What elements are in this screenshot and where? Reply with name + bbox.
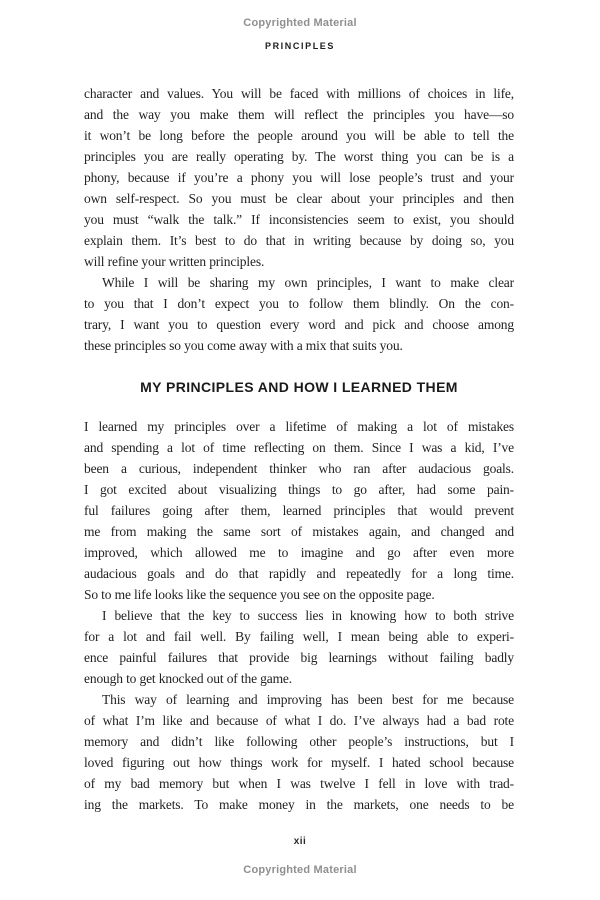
copyright-notice-bottom: Copyrighted Material (243, 864, 357, 876)
text-line: I learned my principles over a lifetime of making a lot of mistakes (84, 419, 514, 434)
paragraph (84, 416, 514, 605)
text-line: you must “walk the talk.” If inconsistencies seem to exist, you should (84, 212, 514, 227)
text-line: trary, I want you to question every word and pick and choose among (84, 317, 514, 332)
text-line: explain them. It’s best to do that in writing because by doing so, you (84, 233, 514, 248)
running-head: PRINCIPLES (264, 41, 335, 51)
text-line: enough to get knocked out of the game. (84, 671, 292, 686)
text-line: memory and didn’t like following other people’s instructions, but I (84, 734, 514, 749)
text-line: This way of learning and improving has been best for me because (102, 692, 514, 707)
text-line: improved, which allowed me to imagine and go after even more (84, 545, 514, 560)
paragraph (84, 83, 514, 272)
text-line: and spending a lot of time reflecting on them. Since I was a kid, I’ve (84, 440, 514, 455)
paragraph (84, 272, 514, 356)
copyright-notice-top: Copyrighted Material (243, 17, 357, 29)
paragraph (84, 605, 514, 689)
text-line: of what I’m like and because of what I do. I’ve always had a bad rote (84, 713, 514, 728)
text-line: of my bad memory but when I was twelve I fell in love with trad- (84, 776, 514, 791)
page-number: xii (293, 836, 307, 847)
text-line: these principles so you come away with a mix that suits you. (84, 338, 403, 353)
text-line: phony, because if you’re a phony you will lose people’s trust and your (84, 170, 514, 185)
page-body (84, 83, 514, 815)
text-line: I believe that the key to success lies in knowing how to both strive (102, 608, 514, 623)
text-line: I got excited about visualizing things to go after, had some pain- (84, 482, 514, 497)
text-line: principles you are really operating by. The worst thing you can be is a (84, 149, 514, 164)
text-line: ful failures going after them, learned principles that would prevent (84, 503, 514, 518)
text-line: own self-respect. So you must be clear about your principles and then (84, 191, 514, 206)
text-line: it won’t be long before the people around you will be able to tell the (84, 128, 514, 143)
text-line: character and values. You will be faced with millions of choices in life, (84, 86, 514, 101)
text-line: ence painful failures that provide big learnings without failing badly (84, 650, 514, 665)
text-line: been a curious, independent thinker who ran after audacious goals. (84, 461, 514, 476)
text-line: me from making the same sort of mistakes again, and changed and (84, 524, 514, 539)
text-line: and the way you make them will reflect the principles you have—so (84, 107, 514, 122)
text-line: for a lot and fail well. By failing well, I mean being able to experi- (84, 629, 514, 644)
text-line: While I will be sharing my own principles, I want to make clear (102, 275, 514, 290)
section-heading: MY PRINCIPLES AND HOW I LEARNED THEM (140, 379, 458, 395)
text-line: ing the markets. To make money in the markets, one needs to be (84, 797, 514, 812)
text-line: So to me life looks like the sequence you see on the opposite page. (84, 587, 435, 602)
text-line: audacious goals and do that rapidly and repeatedly for a long time. (84, 566, 514, 581)
text-line: will refine your written principles. (84, 254, 265, 269)
text-line: to you that I don’t expect you to follow them blindly. On the con- (84, 296, 514, 311)
text-line: loved figuring out how things work for myself. I hated school because (84, 755, 514, 770)
paragraph (84, 689, 514, 815)
